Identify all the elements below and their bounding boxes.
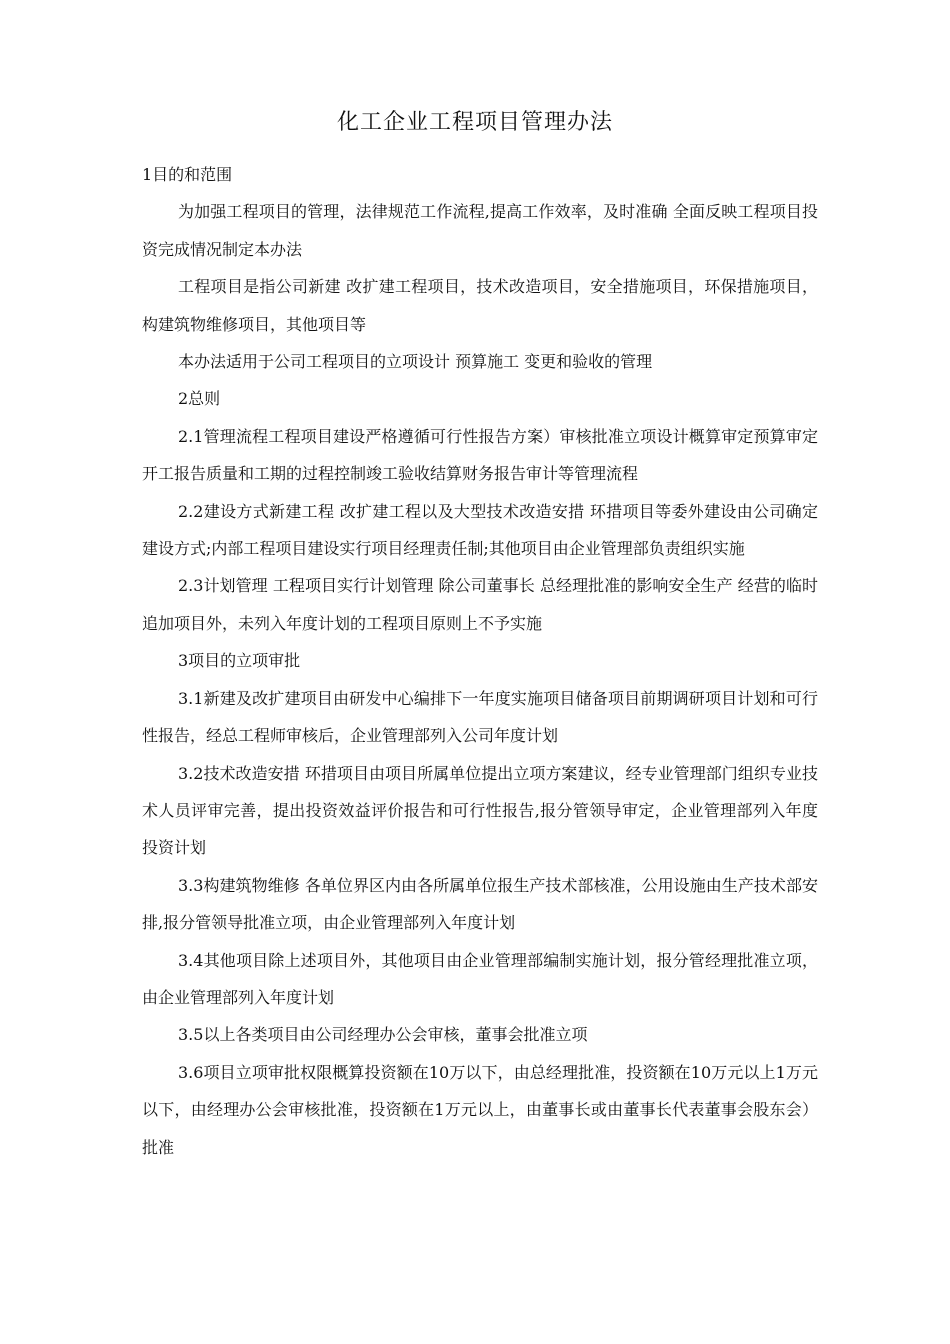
paragraph: 本办法适用于公司工程项目的立项设计 预算施工 变更和验收的管理: [178, 352, 653, 372]
paragraph: 2.3计划管理 工程项目实行计划管理 除公司董事长 总经理批准的影响安全生产 经营的临时追加项目外，未列入年度计划的工程项目原则上不予实施: [142, 576, 818, 633]
section-heading-2: 2总则: [178, 389, 221, 409]
paragraph: 3.3构建筑物维修 各单位界区内由各所属单位报生产技术部核准，公用设施由生产技术部安排,报分管领导批准立项，由企业管理部列入年度计划: [142, 875, 818, 933]
section-heading-3: 3项目的立项审批: [178, 651, 301, 671]
document-body: [142, 156, 818, 1166]
paragraph: 3.6项目立项审批权限概算投资额在10万以下，由总经理批准，投资额在10万元以上1万元以下，由经理办公会审核批准，投资额在1万元以上，由董事长或由董事长代表董事会股东会）批准: [142, 1062, 818, 1157]
paragraph: 2.1管理流程工程项目建设严格遵循可行性报告方案）审核批准立项设计概算审定预算审定开工报告质量和工期的过程控制竣工验收结算财务报告审计等管理流程: [142, 426, 818, 484]
paragraph: 2.2建设方式新建工程 改扩建工程以及大型技术改造安措 环措项目等委外建设由公司确定建设方式;内部工程项目建设实行项目经理责任制;其他项目由企业管理部负责组织实施: [142, 501, 818, 559]
paragraph: 3.5以上各类项目由公司经理办公会审核，董事会批准立项: [178, 1025, 588, 1045]
paragraph: 3.2技术改造安措 环措项目由项目所属单位提出立项方案建议，经专业管理部门组织专业技术人员评审完善，提出投资效益评价报告和可行性报告,报分管领导审定，企业管理部列入年度投资计划: [142, 763, 818, 858]
paragraph: 工程项目是指公司新建 改扩建工程项目，技术改造项目，安全措施项目，环保措施项目，构建筑物维修项目，其他项目等: [142, 277, 818, 334]
section-heading-1: 1目的和范围: [142, 165, 233, 184]
paragraph: 为加强工程项目的管理，法律规范工作流程,提高工作效率，及时准确 全面反映工程项目投资完成情况制定本办法: [142, 202, 818, 259]
paragraph: 3.1新建及改扩建项目由研发中心编排下一年度实施项目储备项目前期调研项目计划和可行性报告，经总工程师审核后，企业管理部列入公司年度计划: [142, 688, 818, 746]
document-title: 化工企业工程项目管理办法: [336, 110, 613, 135]
paragraph: 3.4其他项目除上述项目外，其他项目由企业管理部编制实施计划，报分管经理批准立项，由企业管理部列入年度计划: [142, 950, 818, 1007]
